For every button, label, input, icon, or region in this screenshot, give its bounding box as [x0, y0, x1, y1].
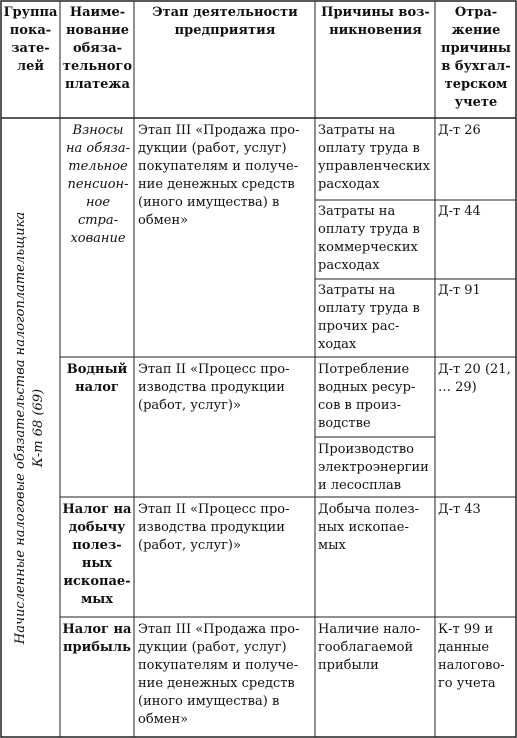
reason-pension-1: Затраты на оплату труда в управленческих расходах: [318, 123, 431, 192]
account-profit-1: К-т 99 и данные налогово-го учета: [438, 622, 505, 691]
account-water-1: Д-т 20 (21, … 29): [438, 362, 511, 395]
header-stage: Этап деятельности предприятия: [152, 5, 298, 38]
group-label: [0, 118, 60, 738]
payment-name-pension: Взносы на обяза-тельное пенсион-ное стра-хование: [65, 123, 131, 246]
account-pension-3: Д-т 91: [438, 283, 481, 298]
reason-water-2: Производство электроэнергии и лесосплав: [318, 442, 429, 493]
reason-mineral-1: Добыча полез-ных ископае-мых: [318, 502, 419, 553]
payment-name-mineral: Налог на добычу полез-ных ископае-мых: [62, 502, 132, 607]
payment-name-profit: Налог на прибыль: [62, 622, 132, 655]
stage-water: Этап II «Процесс про-изводства продукции (работ, услуг)»: [138, 362, 290, 413]
group-label-line2: К-т 68 (69): [31, 388, 46, 468]
group-label-line1: Начисленные налоговые обязательства налогоплательщика: [13, 211, 28, 645]
account-pension-2: Д-т 44: [438, 204, 481, 219]
stage-profit: Этап III «Продажа про-дукции (работ, услуг) покупателям и получе-ние денежных средств (иного имущества) в обмен»: [138, 622, 300, 727]
header-reflection: Отра-жение причины в бухгал-терском учете: [441, 5, 511, 110]
stage-mineral: Этап II «Процесс про-изводства продукции (работ, услуг)»: [138, 502, 290, 553]
reason-profit-1: Наличие нало-гооблагаемой прибыли: [318, 622, 420, 673]
payment-name-water: Водный налог: [66, 362, 128, 395]
account-mineral-1: Д-т 43: [438, 502, 481, 517]
reason-water-1: Потребление водных ресур-сов в произ-водстве: [318, 362, 416, 431]
stage-pension: Этап III «Продажа про-дукции (работ, услуг) покупателям и получе-ние денежных средств (иного имущества) в обмен»: [138, 123, 300, 228]
header-payment-name: Наиме-нование обяза-тельного платежа: [62, 5, 133, 92]
header-group: Группа пока-зате-лей: [3, 5, 58, 74]
header-reasons: Причины воз-никновения: [321, 5, 430, 38]
account-pension-1: Д-т 26: [438, 123, 481, 138]
reason-pension-3: Затраты на оплату труда в прочих рас-ходах: [318, 283, 420, 352]
reason-pension-2: Затраты на оплату труда в коммерческих расходах: [318, 204, 420, 273]
